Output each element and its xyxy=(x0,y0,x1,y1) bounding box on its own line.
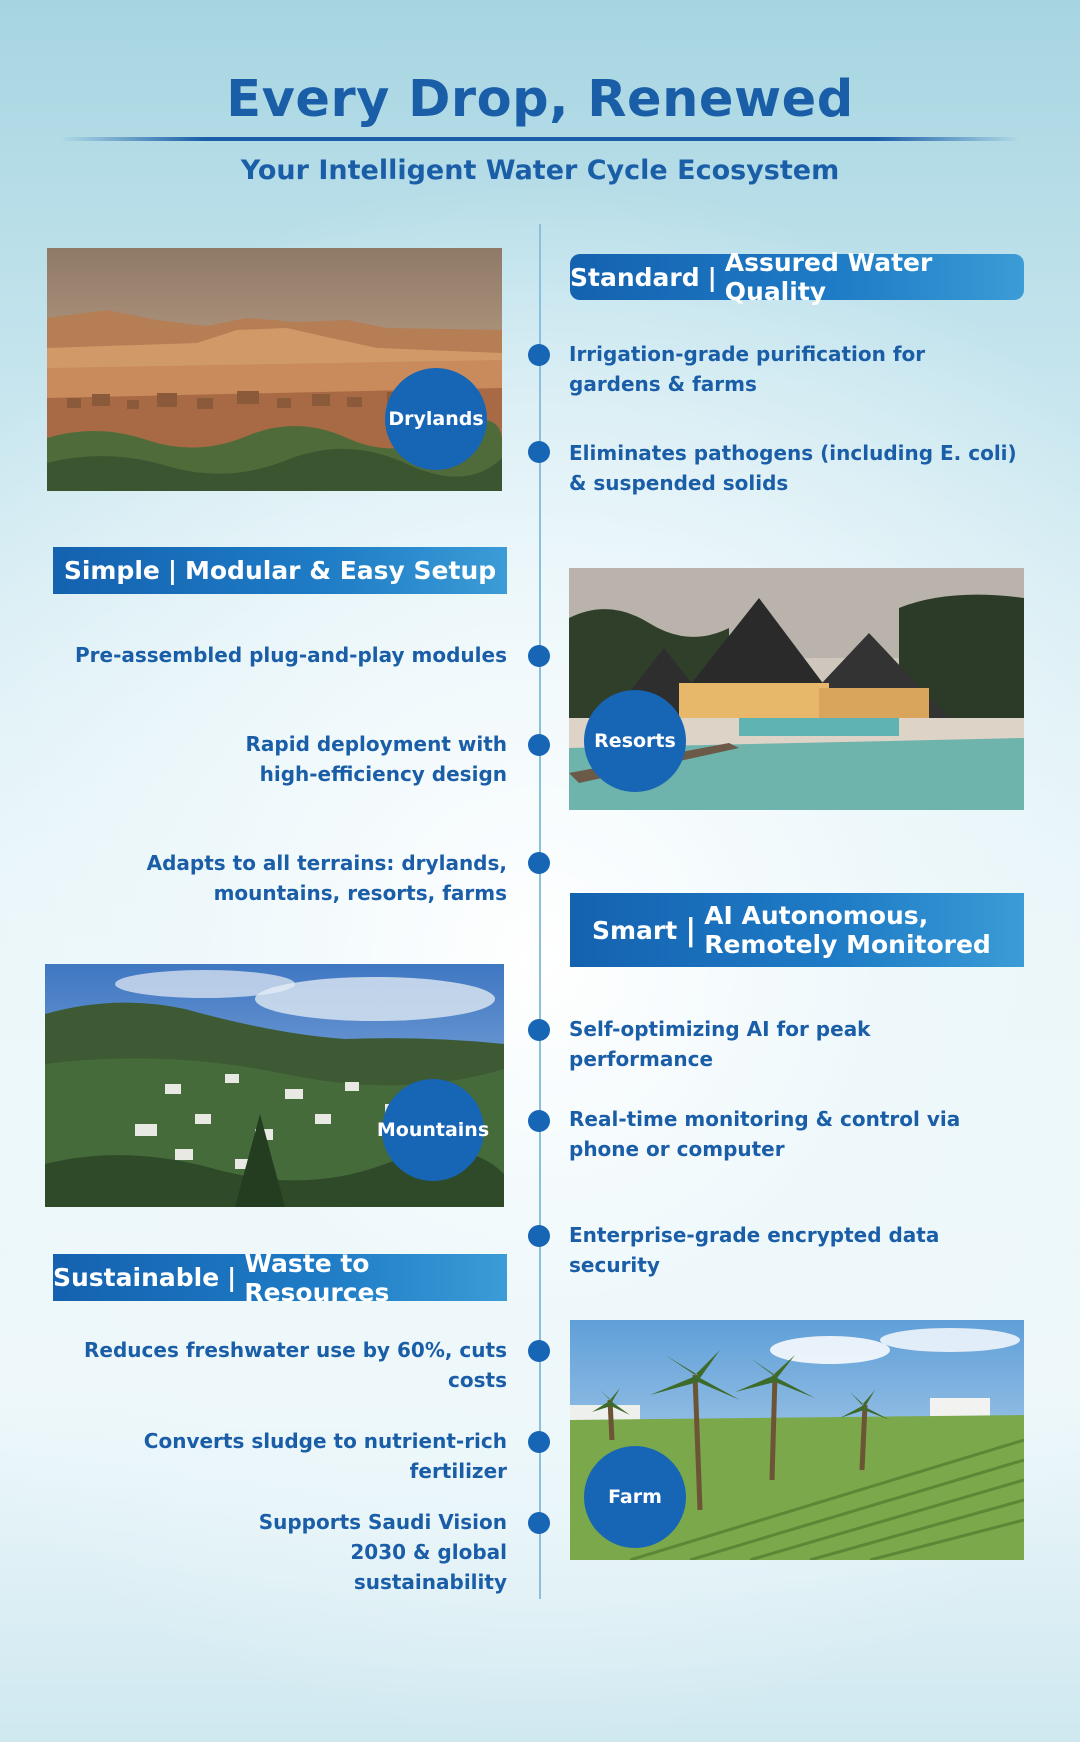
banner-separator: | xyxy=(227,1263,237,1292)
feature-sustainable-1: Reduces freshwater use by 60%, cuts costs xyxy=(84,1338,507,1392)
banner-smart xyxy=(570,893,1024,967)
feature-smart-2: Real-time monitoring & control via phone or computer xyxy=(569,1107,961,1161)
page-title: Every Drop, Renewed xyxy=(226,70,854,129)
banner-sustainable-heading: Waste to Resources xyxy=(244,1248,390,1307)
feature-simple-2: Rapid deployment with high-efficiency design xyxy=(245,732,507,786)
timeline-dot xyxy=(528,1225,550,1247)
banner-separator: | xyxy=(685,912,697,948)
timeline-dot xyxy=(528,1431,550,1453)
timeline-dot xyxy=(528,1512,550,1534)
banner-sustainable-label: Sustainable xyxy=(53,1263,220,1292)
feature-smart-3: Enterprise-grade encrypted data security xyxy=(569,1223,940,1277)
banner-sustainable xyxy=(53,1248,507,1307)
banner-standard-heading: Assured Water Quality xyxy=(724,248,933,306)
terrain-badge-drylands: Drylands xyxy=(385,368,487,470)
feature-smart-1: Self-optimizing AI for peak performance xyxy=(569,1017,871,1071)
banner-simple-heading: Modular & Easy Setup xyxy=(185,556,497,585)
banner-smart-heading xyxy=(704,901,991,959)
banner-simple xyxy=(53,547,507,594)
timeline-line xyxy=(539,224,541,1599)
timeline-dot xyxy=(528,734,550,756)
timeline-dot xyxy=(528,344,550,366)
banner-smart-label: Smart xyxy=(592,915,678,945)
timeline-dot xyxy=(528,1019,550,1041)
banner-separator: | xyxy=(707,262,717,292)
title-divider xyxy=(60,137,1020,141)
feature-simple-1: Pre-assembled plug-and-play modules xyxy=(74,643,507,667)
timeline-dot xyxy=(528,852,550,874)
feature-simple-3: Adapts to all terrains: drylands, mountains, resorts, farms xyxy=(146,851,507,905)
feature-standard-2: Eliminates pathogens (including E. coli) & suspended solids xyxy=(569,441,1017,495)
banner-smart-heading-line2: Remotely Monitored xyxy=(704,930,991,959)
banner-standard xyxy=(570,248,1024,306)
terrain-badge-mountains: Mountains xyxy=(382,1079,484,1181)
feature-standard-1: Irrigation-grade purification for gardens & farms xyxy=(569,342,926,396)
banner-smart-heading-line1: AI Autonomous, xyxy=(704,901,929,930)
timeline-dot xyxy=(528,441,550,463)
terrain-badge-farm: Farm xyxy=(584,1446,686,1548)
banner-simple-label: Simple xyxy=(63,556,160,585)
banner-separator: | xyxy=(167,556,177,585)
timeline-dot xyxy=(528,1340,550,1362)
feature-sustainable-2: Converts sludge to nutrient-rich fertilizer xyxy=(143,1429,507,1483)
banner-standard-label: Standard xyxy=(570,262,700,292)
terrain-badge-resorts: Resorts xyxy=(584,690,686,792)
feature-sustainable-3: Supports Saudi Vision 2030 & global sustainability xyxy=(258,1510,507,1594)
timeline-dot xyxy=(528,1110,550,1132)
page-subtitle: Your Intelligent Water Cycle Ecosystem xyxy=(240,155,840,186)
timeline-dot xyxy=(528,645,550,667)
